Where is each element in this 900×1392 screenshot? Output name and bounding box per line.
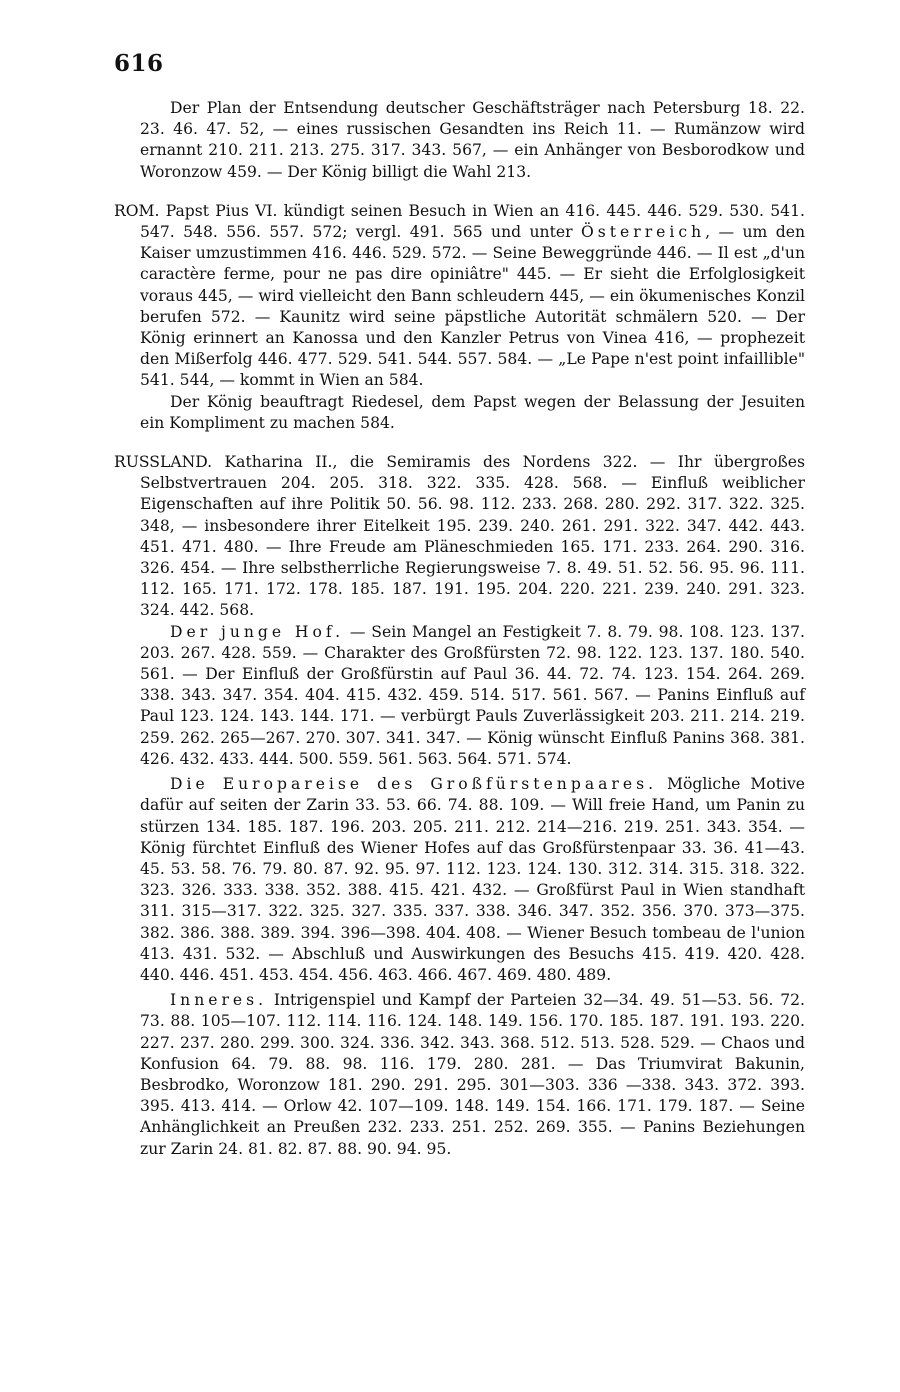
rom-para2-text: Der König beauftragt Riedesel, dem Papst wegen der Belassung der Jesuiten ein Kompliment zu machen 584. bbox=[140, 392, 805, 432]
russland-text: Katharina II., die Semiramis des Nordens 322. — Ihr übergroßes Selbstvertrauen 204. 205. 318. 322. 335. 428. 568. — Einfluß weiblicher Eigenschaften auf ihre Politik 50. 56. 98. 112. 233. 268. 280. 292. 317. 322. 325. 348, — insbesondere ihrer Eitelkeit 195. 239. 240. 261. 291. 322. 347. 442. 443. 451. 471. 480. — Ihre Freude am Pläneschmieden 165. 171. 233. 264. 290. 316. 326. 454. — Ihre selbstherrliche Regierungsweise 7. 8. 49. 51. 52. 56. 95. 96. 111. 112. 165. 171. 172. 178. 185. 187. 191. 195. 204. 220. 221. 239. 240. 291. 323. 324. 442. 568. bbox=[140, 453, 805, 620]
inneres-text: Intrigenspiel und Kampf der Parteien 32—34. 49. 51—53. 56. 72. 73. 88. 105—107. 112. 114. 116. 124. 148. 149. 156. 170. 185. 187. 191. 193. 220. 227. 237. 280. 299. 300. 324. 336. 342. 343. 368. 512. 513. 528. 529. — Chaos und Konfusion 64. 79. 88. 98. 116. 179. 280. 281. — Das Triumvirat Bakunin, Besbrodko, Woronzow 181. 290. 291. 295. 301—303. 336 —338. 343. 372. 393. 395. 413. 414. — Orlow 42. 107—109. 148. 149. 154. 166. 171. 179. 187. — Seine Anhänglichkeit an Preußen 232. 233. 251. 252. 269. 355. — Panins Beziehungen zur Zarin 24. 81. 82. 87. 88. 90. 94. 95. bbox=[140, 991, 805, 1158]
rom-text-b: , — um den Kaiser umzustimmen 416. 446. 529. 572. — Seine Beweggründe 446. — Il est „d'un caractère ferme, pour ne pas dire opiniâtre" 445. — Er sieht die Erfolglosigkeit voraus 445, — wird vielleicht den Bann schleudern 445, — ein ökumenisches Konzil berufen 572. — Kaunitz wird seine päpstliche Autorität schmälern 520. — Der König erinnert an Kanossa und den Kanzler Petrus von Vinea 416, — prophezeit den Mißerfolg 446. 477. 529. 541. 544. 557. 584. — „Le Pape n'est point infaillible" 541. 544, — kommt in Wien an 584. bbox=[140, 223, 805, 390]
junge-hof-text: — Sein Mangel an Festigkeit 7. 8. 79. 98. 108. 123. 137. 203. 267. 428. 559. — Charakter des Großfürsten 72. 98. 122. 123. 137. 180. 540. 561. — Der Einfluß der Großfürstin auf Paul 36. 44. 72. 74. 123. 154. 264. 269. 338. 343. 347. 354. 404. 415. 432. 459. 514. 517. 561. 567. — Panins Einfluß auf Paul 123. 124. 143. 144. 171. — verbürgt Pauls Zuverlässigkeit 203. 211. 214. 219. 259. 262. 265—267. 270. 307. 341. 347. — König wünscht Einfluß Panins 368. 381. 426. 432. 433. 444. 500. 559. 561. 563. 564. 571. 574. bbox=[140, 622, 806, 768]
rom-headword: ROM. bbox=[114, 201, 160, 220]
rom-paragraph bbox=[114, 201, 805, 392]
intro-paragraph bbox=[140, 98, 805, 183]
entry-russland bbox=[114, 452, 806, 1160]
junge-hof-paragraph bbox=[140, 622, 805, 770]
europareise-text: Mögliche Motive dafür auf seiten der Zarin 33. 53. 66. 74. 88. 109. — Will freie Hand, um Panin zu stürzen 134. 185. 187. 196. 203. 205. 211. 212. 214—216. 219. 251. 343. 354. — König fürchtet Einfluß des Wiener Hofes auf das Großfürstenpaar 33. 36. 41—43. 45. 53. 58. 76. 79. 80. 87. 92. 95. 97. 112. 123. 124. 130. 312. 314. 315. 318. 322. 323. 326. 333. 338. 352. 388. 415. 421. 432. — Großfürst Paul in Wien standhaft 311. 315—317. 322. 325. 327. 335. 337. 338. 346. 347. 352. 356. 370. 373—375. 382. 386. 388. 389. 394. 396—398. 404. 408. — Wiener Besuch tombeau de l'union 413. 431. 532. — Abschluß und Auswirkungen des Besuchs 415. 419. 420. 428. 440. 446. 451. 453. 454. 456. 463. 466. 467. 469. 480. 489. bbox=[140, 775, 805, 984]
entry-rom bbox=[114, 201, 805, 434]
europareise-label: Die Europareise des Großfürstenpaares. bbox=[170, 775, 658, 794]
rom-cross-reference: Österreich bbox=[580, 223, 706, 242]
inneres-paragraph bbox=[140, 990, 805, 1160]
russland-paragraph bbox=[114, 452, 805, 622]
inneres-label: Inneres. bbox=[170, 991, 268, 1010]
junge-hof-label: Der junge Hof. bbox=[170, 622, 345, 641]
europareise-paragraph bbox=[140, 774, 805, 986]
russland-headword: RUSSLAND. bbox=[114, 453, 213, 472]
rom-paragraph-2 bbox=[140, 392, 805, 434]
intro-text: Der Plan der Entsendung deutscher Geschäftsträger nach Petersburg 18. 22. 23. 46. 47. 52, — eines russischen Gesandten ins Reich 11. — Rumänzow wird ernannt 210. 211. 213. 275. 317. 343. 567, — ein Anhänger von Besborodkow und Woronzow 459. — Der König billigt die Wahl 213. bbox=[140, 99, 805, 181]
index-text-column bbox=[114, 98, 806, 1160]
rom-text-a: Papst Pius VI. kündigt seinen Besuch in Wien an 416. 445. 446. 529. 530. 541. 547. 548. 556. 557. 572; vergl. 491. 565 und unter bbox=[140, 201, 805, 242]
page-number: 616 bbox=[114, 50, 164, 77]
